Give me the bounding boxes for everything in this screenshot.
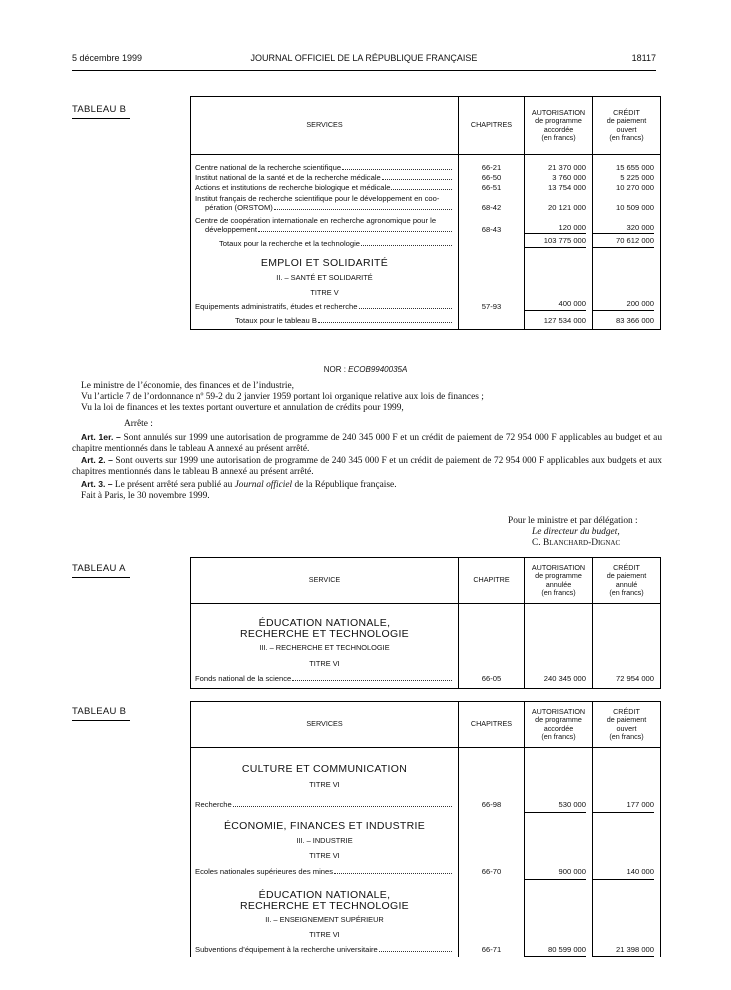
col-chapitres: CHAPITRES [459,97,525,155]
col-credit: CRÉDIT de paiement ouvert (en francs) [593,97,661,155]
total-row: Totaux pour le tableau B 127 534 000 83 366 000 [191,311,661,329]
col-chapitre: CHAPITRE [459,558,525,604]
section-heading: CULTURE ET COMMUNICATION TITRE VI [191,748,661,790]
section-heading: ÉDUCATION NATIONALE, RECHERCHE ET TECHNOLOGIE III. – RECHERCHE ET TECHNOLOGIE TITRE VI [191,604,661,669]
table-b2 [190,701,661,957]
table-row: Equipements administratifs, études et recherche 57-93 400 000 200 000 [191,297,661,311]
page-header [72,53,656,67]
nor-reference: NOR : ECOB9940035A [323,365,408,374]
header-journal-title: JOURNAL OFFICIEL DE LA RÉPUBLIQUE FRANÇAISE [250,53,478,63]
section-heading: ÉCONOMIE, FINANCES ET INDUSTRIE III. – INDUSTRIE TITRE VI [191,813,661,860]
subtotal-row: Totaux pour la recherche et la technologie 103 775 000 70 612 000 [191,234,661,248]
table-row: Centre national de la recherche scientifique 66-21 21 370 000 15 655 000 [191,155,661,173]
col-credit: CRÉDIT de paiement annulé (en francs) [593,558,661,604]
signature-block: Pour le ministre et par délégation : Le directeur du budget, C. Blanchard-Dignac [508,516,638,549]
decree-text: Le ministre de l’économie, des finances et de l’industrie, Vu l’article 7 de l’ordonnance nº 59-2 du 2 janvier 1959 portant loi organique relative aux lois de finances ; Vu la loi de finances et les textes portant ouverture et annulation de crédits pour 1999, Arrête : Art. 1er. – Sont annulés sur 1999 une autorisation de programme de 240 345 000 F et un crédit de paiement de 72 954 000 F applicables au budget et au chapitre mentionnés dans le tableau A annexé au présent arrêté. Art. 2. – Sont ouverts sur 1999 une autorisation de programme de 240 345 000 F et un crédit de paiement de 72 954 000 F applicables aux budgets et aux chapitres mentionnés dans le tableau B annexé au présent arrêté. Art. 3. – Le présent arrêté sera publié au Journal officiel de la République française. Fait à Paris, le 30 novembre 1999. [72,381,663,501]
header-rule [72,70,656,71]
table-b1-label: TABLEAU B [72,104,130,119]
col-service: SERVICE [191,558,459,604]
table-row: Fonds national de la science 66-05 240 345 000 72 954 000 [191,668,661,688]
table-row: Institut français de recherche scientifique pour le développement en coo- pération (ORSTOM) 68-42 20 121 000 10 509 000 [191,192,661,212]
col-autorisation: AUTORISATION de programme annulée (en francs) [525,558,593,604]
col-autorisation: AUTORISATION de programme accordée (en francs) [525,702,593,748]
table-row: Institut national de la santé et de la recherche médicale 66-50 3 760 000 5 225 000 [191,172,661,182]
table-row: Ecoles nationales supérieures des mines 66-70 900 000 140 000 [191,860,661,880]
col-services: SERVICES [191,97,459,155]
header-page-number: 18117 [631,53,656,63]
table-a-label: TABLEAU A [72,563,130,578]
col-autorisation: AUTORISATION de programme accordée (en francs) [525,97,593,155]
table-row: Subventions d’équipement à la recherche universitaire 66-71 80 599 000 21 398 000 [191,939,661,957]
table-row: Recherche 66-98 530 000 177 000 [191,789,661,813]
table-b1 [190,96,661,330]
col-chapitres: CHAPITRES [459,702,525,748]
col-services: SERVICES [191,702,459,748]
col-credit: CRÉDIT de paiement ouvert (en francs) [593,702,661,748]
table-row: Centre de coopération internationale en recherche agronomique pour le développement 68-43 120 000 320 000 [191,212,661,234]
section-heading: ÉDUCATION NATIONALE, RECHERCHE ET TECHNOLOGIE II. – ENSEIGNEMENT SUPÉRIEUR TITRE VI [191,880,661,939]
header-date: 5 décembre 1999 [72,53,143,63]
section-heading: EMPLOI ET SOLIDARITÉ II. – SANTÉ ET SOLIDARITÉ TITRE V [191,248,661,297]
table-b2-label: TABLEAU B [72,706,130,721]
table-row: Actions et institutions de recherche biologique et médicale 66-51 13 754 000 10 270 000 [191,182,661,192]
table-a [190,557,661,689]
